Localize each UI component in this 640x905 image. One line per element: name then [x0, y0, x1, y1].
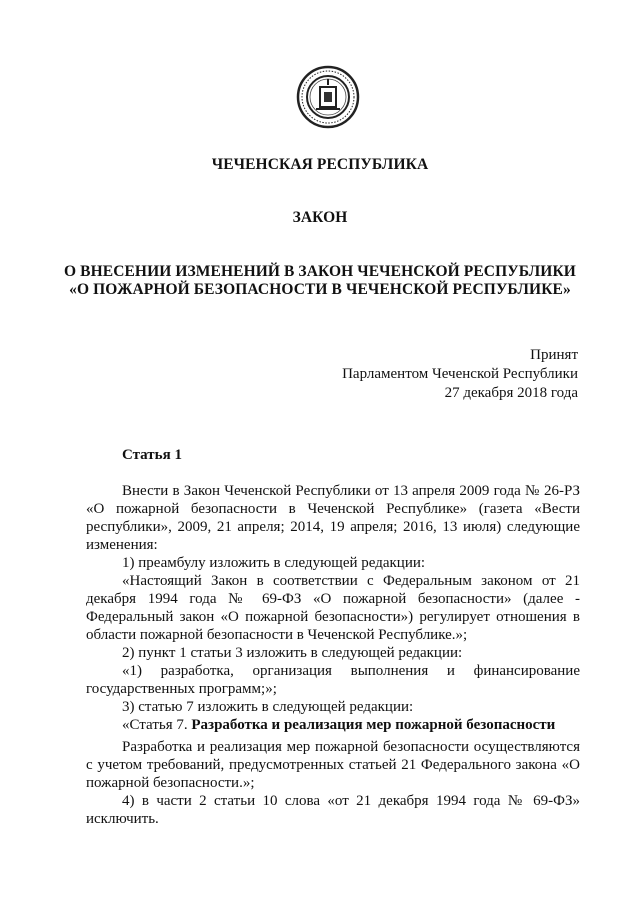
- item-2: 2) пункт 1 статьи 3 изложить в следующей редакции:: [122, 645, 463, 661]
- item-1: 1) преамбулу изложить в следующей редакции:: [122, 555, 426, 571]
- item-3-text: Разработка и реализация мер пожарной безопасности осуществляются с учетом требований, предусмотренных статьей 21 Федерального закона «О пожарной безопасности.»;: [86, 739, 580, 791]
- item-3-heading: [86, 716, 580, 734]
- article-body: [86, 482, 580, 734]
- item-3-heading-title: Разработка и реализация мер пожарной безопасности: [191, 717, 556, 733]
- document-type: ЗАКОН: [292, 209, 348, 226]
- adopted-date: 27 декабря 2018 года: [444, 385, 578, 401]
- adoption-info: [342, 346, 578, 403]
- article-heading: Статья 1: [122, 447, 182, 463]
- law-title-line-2: «О ПОЖАРНОЙ БЕЗОПАСНОСТИ В ЧЕЧЕНСКОЙ РЕСПУБЛИКЕ»: [69, 281, 571, 298]
- adopted-label: Принят: [530, 347, 578, 363]
- coat-of-arms-icon: [296, 65, 360, 129]
- item-3: 3) статью 7 изложить в следующей редакции:: [122, 699, 414, 715]
- item-1-text: «Настоящий Закон в соответствии с Федеральным законом от 21 декабря 1994 года № 69-ФЗ «О пожарной безопасности» (далее - Федеральный закон «О пожарной безопасности») регулирует отношения в области пожарной безопасности в Чеченской Республике.»;: [86, 573, 580, 643]
- item-3-heading-prefix: «Статья 7.: [122, 717, 192, 733]
- region-title: ЧЕЧЕНСКАЯ РЕСПУБЛИКА: [211, 156, 429, 173]
- adopted-by: Парламентом Чеченской Республики: [342, 366, 578, 382]
- item-4: 4) в части 2 статьи 10 слова «от 21 декабря 1994 года № 69-ФЗ» исключить.: [86, 793, 580, 827]
- article-body-continued: [86, 738, 580, 828]
- item-2-text: «1) разработка, организация выполнения и финансирование государственных программ;»;: [86, 663, 580, 697]
- article-intro: Внести в Закон Чеченской Республики от 13 апреля 2009 года № 26-РЗ «О пожарной безопасности в Чеченской Республике» (газета «Вести республики», 2009, 21 апреля; 2014, 19 апреля; 2016, 13 июля) следующие изменения:: [86, 483, 580, 553]
- law-title-line-1: О ВНЕСЕНИИ ИЗМЕНЕНИЙ В ЗАКОН ЧЕЧЕНСКОЙ РЕСПУБЛИКИ: [64, 263, 576, 280]
